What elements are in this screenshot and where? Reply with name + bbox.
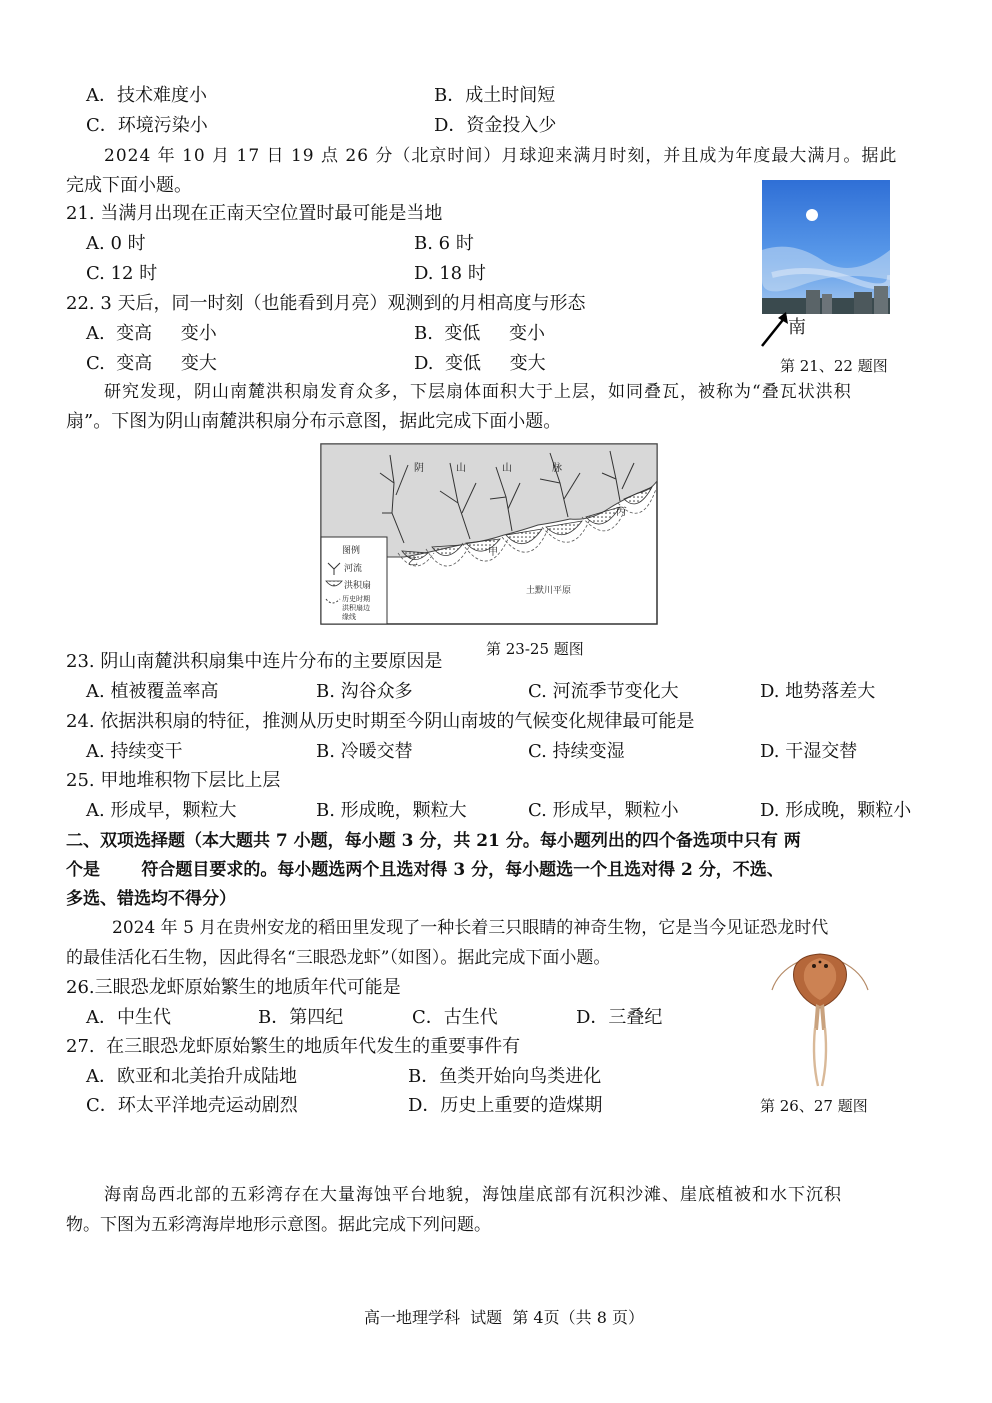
q26-option-d: D．三叠纪 bbox=[576, 1007, 663, 1028]
section2-heading-line2: 个是 符合题目要求的。每小题选两个且选对得 3 分，每小题选一个且选对得 2 分，不选、 bbox=[66, 860, 784, 880]
alluvial-fan-map bbox=[320, 443, 658, 625]
q20-option-c: C．环境污染小 bbox=[86, 115, 208, 136]
q21-option-b: B. 6 时 bbox=[414, 233, 474, 254]
coast-intro-line1: 海南岛西北部的五彩湾存在大量海蚀平台地貌，海蚀崖底部有沉积沙滩、崖底植被和水下沉积 bbox=[104, 1185, 842, 1205]
q27-option-a: A．欧亚和北美抬升成陆地 bbox=[86, 1066, 297, 1087]
moon-intro-line2: 完成下面小题。 bbox=[66, 175, 192, 196]
q25-option-d: D. 形成晚，颗粒小 bbox=[760, 800, 912, 821]
moon-intro-line1: 2024 年 10 月 17 日 19 点 26 分（北京时间）月球迎来满月时刻，并且成为年度最大满月。据此 bbox=[104, 146, 898, 166]
moon-figure-caption: 第 21、22 题图 bbox=[780, 357, 888, 375]
q23-option-c: C. 河流季节变化大 bbox=[528, 681, 679, 702]
q21-option-c: C. 12 时 bbox=[86, 263, 158, 284]
section2-heading-line1: 二、双项选择题（本大题共 7 小题，每小题 3 分，共 21 分。每小题列出的四个备选项中只有 两 bbox=[66, 831, 801, 851]
q20-option-b: B．成土时间短 bbox=[434, 85, 556, 106]
legend-historic-1: 历史时期 bbox=[342, 595, 370, 603]
legend-historic-3: 缘线 bbox=[342, 613, 356, 621]
q21-option-d: D. 18 时 bbox=[414, 263, 486, 284]
q21-option-a: A. 0 时 bbox=[86, 233, 146, 254]
moon-sky-photo bbox=[762, 180, 890, 314]
q25-option-a: A. 形成早，颗粒大 bbox=[86, 800, 237, 821]
section2-heading-line3: 多选、错选均不得分） bbox=[66, 889, 236, 909]
fan-label-jia: 甲 bbox=[488, 547, 498, 558]
q26-option-b: B．第四纪 bbox=[258, 1007, 344, 1028]
south-arrow-icon bbox=[758, 310, 790, 350]
q22-stem: 22. 3 天后，同一时刻（也能看到月亮）观测到的月相高度与形态 bbox=[66, 293, 586, 314]
q23-option-d: D. 地势落差大 bbox=[760, 681, 876, 702]
legend-title: 图例 bbox=[342, 546, 361, 556]
q20-option-d: D．资金投入少 bbox=[434, 115, 557, 136]
q26-stem: 26.三眼恐龙虾原始繁生的地质年代可能是 bbox=[66, 977, 401, 998]
legend-fan: 洪积扇 bbox=[344, 581, 372, 591]
q25-stem: 25. 甲地堆积物下层比上层 bbox=[66, 770, 281, 791]
fan-label-bing: 丙 bbox=[616, 507, 626, 518]
q24-option-d: D. 干湿交替 bbox=[760, 741, 858, 762]
coast-intro-line2: 物。下图为五彩湾海岸地形示意图。据此完成下列问题。 bbox=[66, 1215, 491, 1235]
shrimp-figure-caption: 第 26、27 题图 bbox=[760, 1097, 868, 1115]
shrimp-intro-line2: 的最佳活化石生物，因此得名“三眼恐龙虾”（如图）。据此完成下面小题。 bbox=[66, 948, 611, 968]
q26-option-c: C．古生代 bbox=[412, 1007, 498, 1028]
q26-option-a: A．中生代 bbox=[86, 1007, 171, 1028]
fan-intro-line2: 扇”。下图为阴山南麓洪积扇分布示意图，据此完成下面小题。 bbox=[66, 411, 562, 432]
q27-option-c: C．环太平洋地壳运动剧烈 bbox=[86, 1095, 298, 1116]
q24-option-b: B. 冷暖交替 bbox=[316, 741, 413, 762]
q24-stem: 24. 依据洪积扇的特征，推测从历史时期至今阴山南坡的气候变化规律最可能是 bbox=[66, 711, 695, 732]
fan-map-caption: 第 23-25 题图 bbox=[486, 640, 584, 658]
q23-option-a: A. 植被覆盖率高 bbox=[86, 681, 219, 702]
q21-stem: 21. 当满月出现在正南天空位置时最可能是当地 bbox=[66, 203, 443, 224]
q25-option-b: B. 形成晚，颗粒大 bbox=[316, 800, 467, 821]
mountain-char-1: 阴 bbox=[414, 463, 424, 474]
plain-label: 土默川平原 bbox=[526, 586, 572, 596]
q27-option-d: D．历史上重要的造煤期 bbox=[408, 1095, 603, 1116]
q22-option-c: C. 变高 变大 bbox=[86, 353, 217, 374]
q27-stem: 27. 在三眼恐龙虾原始繁生的地质年代发生的重要事件有 bbox=[66, 1036, 521, 1057]
q24-option-a: A. 持续变干 bbox=[86, 741, 183, 762]
q24-option-c: C. 持续变湿 bbox=[528, 741, 625, 762]
shrimp-intro-line1: 2024 年 5 月在贵州安龙的稻田里发现了一种长着三只眼睛的神奇生物，它是当今见证恐龙时代 bbox=[112, 918, 829, 938]
q25-option-c: C. 形成早，颗粒小 bbox=[528, 800, 679, 821]
q23-option-b: B. 沟谷众多 bbox=[316, 681, 413, 702]
triops-shrimp-image bbox=[768, 950, 872, 1090]
mountain-char-2: 山 bbox=[456, 463, 466, 474]
fan-label-yi: 乙 bbox=[408, 557, 418, 568]
moon-direction-label: 南 bbox=[788, 317, 806, 338]
q22-option-a: A. 变高 变小 bbox=[86, 323, 217, 344]
q23-stem: 23. 阴山南麓洪积扇集中连片分布的主要原因是 bbox=[66, 651, 443, 672]
q22-option-b: B. 变低 变小 bbox=[414, 323, 546, 344]
mountain-char-4: 脉 bbox=[552, 463, 562, 474]
legend-river: 河流 bbox=[344, 564, 363, 574]
fan-intro-line1: 研究发现，阴山南麓洪积扇发育众多，下层扇体面积大于上层，如同叠瓦，被称为“叠瓦状洪积 bbox=[104, 382, 852, 402]
q27-option-b: B．鱼类开始向鸟类进化 bbox=[408, 1066, 602, 1087]
q22-option-d: D. 变低 变大 bbox=[414, 353, 546, 374]
map-legend bbox=[321, 537, 387, 624]
mountain-char-3: 山 bbox=[502, 463, 512, 474]
page-footer: 高一地理学科 试题 第 4页（共 8 页） bbox=[364, 1308, 644, 1327]
q20-option-a: A．技术难度小 bbox=[86, 85, 207, 106]
moon-icon bbox=[806, 209, 818, 221]
legend-historic-2: 洪积扇边 bbox=[342, 604, 370, 612]
